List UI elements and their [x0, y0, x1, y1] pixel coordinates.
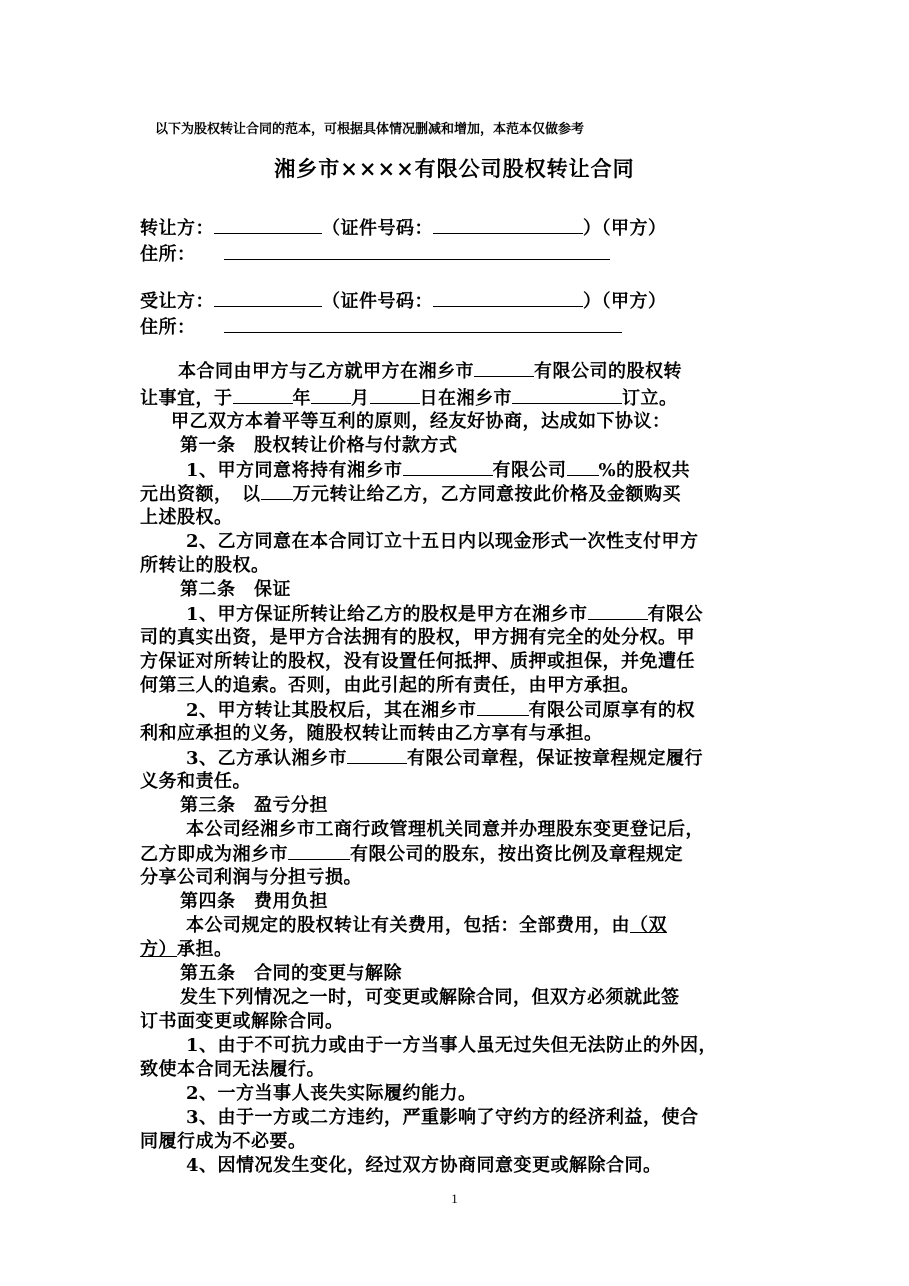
article-3-heading: 第三条 盈亏分担 — [180, 795, 328, 816]
transferor-id-blank — [433, 213, 583, 234]
article-1-heading: 第一条 股权转让价格与付款方式 — [180, 435, 458, 456]
transferee-name-blank — [214, 286, 322, 307]
transferor-address-label: 住所： — [140, 244, 196, 265]
year-blank — [233, 383, 293, 404]
percent-blank — [567, 455, 599, 476]
article-1-para — [140, 479, 681, 506]
transferee-party: ）（甲方） — [583, 291, 667, 312]
para-text: 有限公 — [647, 604, 704, 625]
article-5-para: 订书面变更或解除合同。 — [140, 1011, 344, 1032]
place-blank — [512, 383, 622, 404]
intro-text: 年 — [292, 388, 311, 409]
article-5-para: 4、因情况发生变化，经过双方协商同意变更或解除合同。 — [186, 1155, 662, 1176]
article-5-para: 2、一方当事人丧失实际履约能力。 — [186, 1083, 477, 1104]
intro-text: 日在湘乡市 — [419, 388, 512, 409]
article-2-para — [186, 599, 703, 626]
company-blank — [288, 839, 350, 860]
article-3-para — [140, 839, 683, 866]
article-5-para: 发生下列情况之一时，可变更或解除合同，但双方必须就此签 — [180, 987, 680, 1008]
para-text: 元出资额， 以 — [140, 484, 261, 505]
contract-title: 湘乡市××××有限公司股权转让合同 — [274, 156, 635, 181]
article-2-para: 方保证对所转让的股权，没有设置任何抵押、质押或担保，并免遭任 — [140, 651, 695, 672]
transferor-party: ）（甲方） — [583, 218, 667, 239]
transferor-address-line — [140, 239, 610, 266]
para-text: 2、甲方转让其股权后，其在湘乡市 — [186, 700, 477, 721]
para-text: 有限公司 — [492, 460, 567, 481]
transferor-address-blank — [224, 239, 610, 260]
para-text: 1、甲方保证所转让给乙方的股权是甲方在湘乡市 — [186, 604, 588, 625]
amount-blank — [261, 479, 293, 500]
transferor-line — [140, 213, 667, 240]
article-5-para: 3、由于一方或二方违约，严重影响了守约方的经济利益，使合 — [186, 1107, 699, 1128]
article-2-para: 何第三人的追索。否则，由此引起的所有责任，由甲方承担。 — [140, 675, 640, 696]
underlined-party: 方） — [140, 939, 177, 960]
para-text: 乙方即成为湘乡市 — [140, 844, 288, 865]
para-text: %的股权共 — [598, 460, 691, 481]
article-1-para: 上述股权。 — [140, 507, 233, 528]
transferee-line — [140, 286, 667, 313]
article-2-para: 义务和责任。 — [140, 771, 251, 792]
company-blank — [403, 455, 493, 476]
transferor-id-label: （证件号码： — [322, 218, 433, 239]
article-5-para: 同履行成为不必要。 — [140, 1131, 307, 1152]
article-1-para: 所转让的股权。 — [140, 555, 270, 576]
intro-text: 本合同由甲方与乙方就甲方在湘乡市 — [178, 361, 474, 382]
transferee-address-blank — [224, 312, 622, 333]
day-blank — [370, 383, 420, 404]
para-text: 1、甲方同意将持有湘乡市 — [186, 460, 403, 481]
article-2-heading: 第二条 保证 — [180, 579, 291, 600]
transferee-address-label: 住所： — [140, 317, 196, 338]
article-3-para: 分享公司利润与分担亏损。 — [140, 867, 362, 888]
transferee-address-line — [140, 312, 622, 339]
article-4-para — [186, 911, 667, 937]
transferor-label: 转让方： — [140, 218, 214, 239]
article-4-heading: 第四条 费用负担 — [180, 891, 328, 912]
intro-line-2 — [140, 383, 678, 410]
intro-line-3: 甲乙双方本着平等互利的原则，经友好协商，达成如下协议： — [171, 411, 671, 432]
transferee-id-label: （证件号码： — [322, 291, 433, 312]
para-text: 有限公司的股东，按出资比例及章程规定 — [350, 844, 683, 865]
company-blank — [588, 599, 648, 620]
intro-text: 有限公司的股权转 — [534, 361, 682, 382]
transferee-id-blank — [433, 286, 583, 307]
intro-text: 订立。 — [622, 388, 678, 409]
para-text: 3、乙方承认湘乡市 — [186, 748, 348, 769]
para-text: 本公司规定的股权转让有关费用，包括：全部费用，由 — [186, 915, 630, 936]
article-1-para: 2、乙方同意在本合同订立十五日内以现金形式一次性支付甲方 — [186, 531, 699, 552]
article-2-para — [186, 743, 703, 770]
para-text: 有限公司章程，保证按章程规定履行 — [407, 748, 704, 769]
underlined-party: （双 — [630, 915, 667, 936]
company-blank — [347, 743, 407, 764]
company-blank — [474, 356, 534, 377]
article-2-para — [186, 695, 695, 722]
intro-text: 月 — [351, 388, 370, 409]
template-note: 以下为股权转让合同的范本，可根据具体情况删减和增加，本范本仅做参考 — [155, 122, 585, 137]
para-text: 万元转让给乙方，乙方同意按此价格及金额购买 — [292, 484, 681, 505]
article-5-heading: 第五条 合同的变更与解除 — [180, 963, 402, 984]
company-blank — [477, 695, 529, 716]
page-number: 1 — [451, 1191, 458, 1206]
article-5-para: 致使本合同无法履行。 — [140, 1059, 325, 1080]
article-2-para: 司的真实出资，是甲方合法拥有的股权，甲方拥有完全的处分权。甲 — [140, 627, 695, 648]
intro-line-1 — [178, 356, 682, 383]
article-5-para: 1、由于不可抗力或由于一方当事人虽无过失但无法防止的外因， — [186, 1035, 718, 1056]
article-1-para — [186, 455, 690, 482]
para-text: 承担。 — [177, 939, 233, 960]
article-4-para — [140, 935, 233, 961]
para-text: 有限公司原享有的权 — [528, 700, 696, 721]
intro-text: 让事宜，于 — [140, 388, 233, 409]
month-blank — [311, 383, 351, 404]
transferee-label: 受让方： — [140, 291, 214, 312]
transferor-name-blank — [214, 213, 322, 234]
article-2-para: 利和应承担的义务，随股权转让而转由乙方享有与承担。 — [140, 723, 603, 744]
article-3-para: 本公司经湘乡市工商行政管理机关同意并办理股东变更登记后， — [186, 819, 704, 840]
